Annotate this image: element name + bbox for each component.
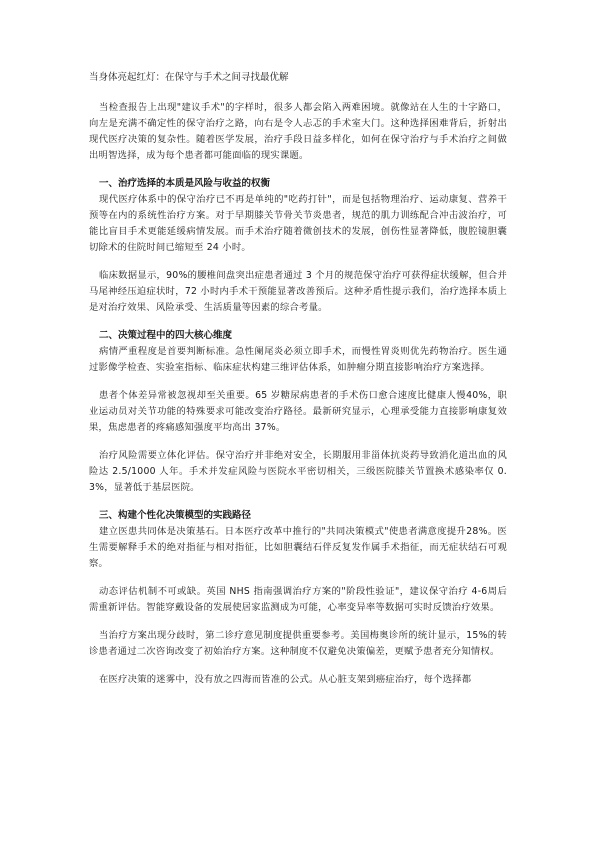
paragraph: 临床数据显示，90%的腰椎间盘突出症患者通过 3 个月的规范保守治疗可获得症状缓解，但合并马尾神经压迫症状时，72 小时内手术干预能显著改善预后。这种矛盾性提示我们，治疗选择本质上是对治疗效果、风险承受、生活质量等因素的综合考量。 — [89, 270, 507, 313]
paragraph: 动态评估机制不可或缺。英国 NHS 指南强调治疗方案的"阶段性验证"，建议保守治疗 4-6周后需重新评估。智能穿戴设备的发展使居家监测成为可能，心率变异率等数据可实时反馈治疗效果。 — [89, 586, 507, 613]
section-3-block-3 — [89, 628, 507, 660]
section-heading: 二、决策过程中的四大核心维度 — [99, 330, 233, 341]
paragraph: 建立医患共同体是决策基石。日本医疗改革中推行的"共同决策模式"使患者满意度提升28%。医生需要解释手术的绝对指征与相对指征，比如胆囊结石伴反复发作属手术指征，而无症状结石可观察。 — [89, 526, 507, 569]
section-2-block-2 — [89, 388, 507, 436]
section-2-block-3 — [89, 448, 507, 496]
section-2 — [89, 328, 507, 376]
intro-block — [89, 100, 507, 164]
section-heading: 三、构建个性化决策模型的实践路径 — [99, 510, 252, 521]
paragraph: 患者个体差异常被忽视却至关重要。65 岁糖尿病患者的手术伤口愈合速度比健康人慢40%，职业运动员对关节功能的特殊要求可能改变治疗路径。最新研究显示，心理承受能力直接影响康复效果，焦虑患者的疼痛感知强度平均高出 37%。 — [89, 390, 507, 433]
paragraph: 治疗风险需要立体化评估。保守治疗并非绝对安全，长期服用非甾体抗炎药导致消化道出血的风险达 2.5/1000 人年。手术并发症风险与医院水平密切相关，三级医院膝关节置换术感染率仅 0.3%，显著低于基层医院。 — [89, 450, 507, 493]
paragraph: 当治疗方案出现分歧时，第二诊疗意见制度提供重要参考。美国梅奥诊所的统计显示，15%的转诊患者通过二次咨询改变了初始治疗方案。这种制度不仅避免决策偏差，更赋予患者充分知情权。 — [89, 630, 507, 657]
paragraph: 现代医疗体系中的保守治疗已不再是单纯的"吃药打针"，而是包括物理治疗、运动康复、营养干预等在内的系统性治疗方案。对于早期膝关节骨关节炎患者，规范的肌力训练配合冲击波治疗，可能比盲目手术更能延缓病情发展。而手术治疗随着微创技术的发展，创伤性显著降低，腹腔镜胆囊切除术的住院时间已缩短至 24 小时。 — [89, 194, 507, 253]
section-heading: 一、治疗选择的本质是风险与收益的权衡 — [99, 178, 271, 189]
section-1-block-2 — [89, 268, 507, 316]
document-title: 当身体亮起红灯：在保守与手术之间寻找最优解 — [89, 72, 289, 83]
paragraph: 在医疗决策的迷雾中，没有放之四海而皆准的公式。从心脏支架到癌症治疗，每个选择都 — [99, 674, 472, 685]
paragraph: 病情严重程度是首要判断标准。急性阑尾炎必须立即手术，而慢性胃炎则优先药物治疗。医生通过影像学检查、实验室指标、临床症状构建三维评估体系，如肿瘤分期直接影响治疗方案选择。 — [89, 346, 507, 373]
section-3-block-4 — [89, 672, 507, 688]
section-1 — [89, 176, 507, 256]
paragraph: 当检查报告上出现"建议手术"的字样时，很多人都会陷入两难困境。就像站在人生的十字路口，向左是充满不确定性的保守治疗之路，向右是令人忐忑的手术室大门。这种选择困难背后，折射出现代医疗决策的复杂性。随着医学发展，治疗手段日益多样化，如何在保守治疗与手术治疗之间做出明智选择，成为每个患者都可能面临的现实课题。 — [89, 102, 507, 161]
section-3-block-2 — [89, 584, 507, 616]
section-3 — [89, 508, 507, 572]
